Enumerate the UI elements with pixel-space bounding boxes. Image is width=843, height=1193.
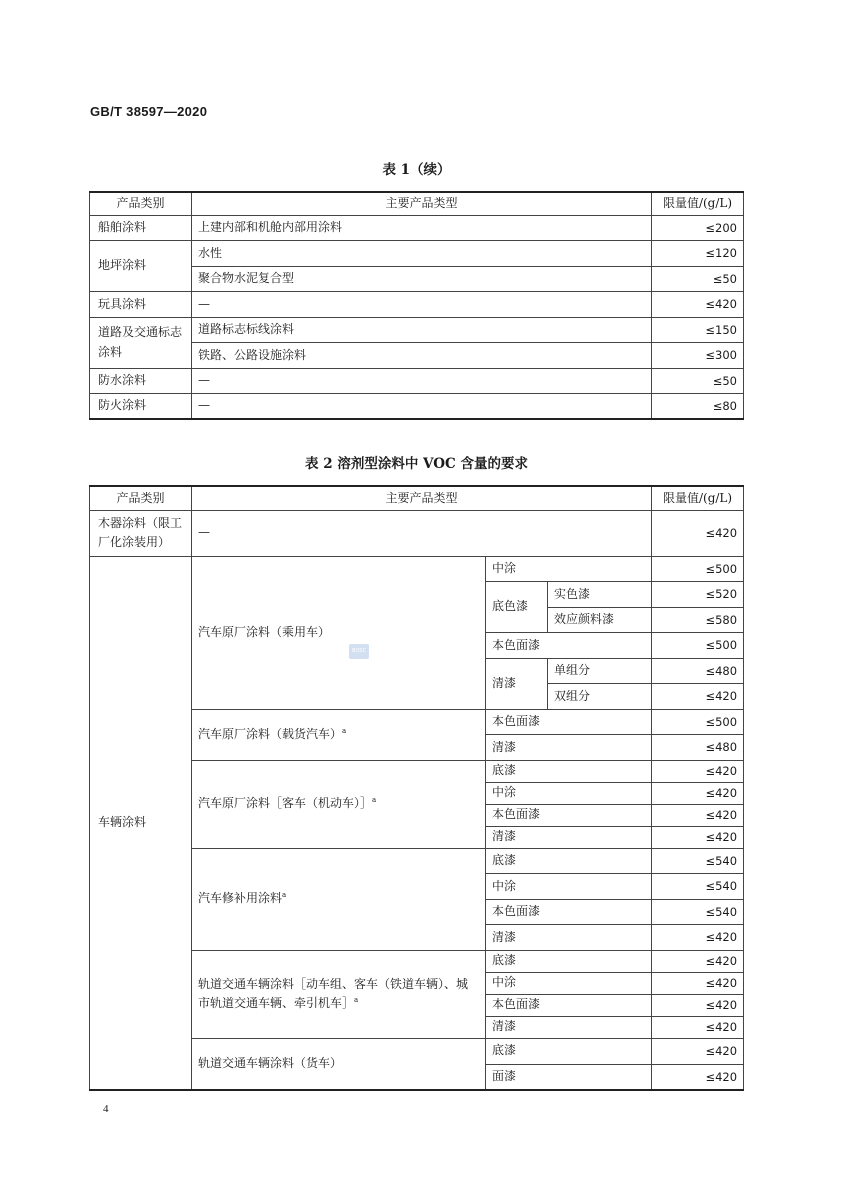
category-cell: 车辆涂料	[90, 556, 192, 1090]
limit-value-cell: ≤520	[652, 582, 744, 608]
table1	[89, 191, 744, 420]
coat-type-cell: 本色面漆	[486, 994, 652, 1016]
subcategory-label: 汽车原厂涂料（载货汽车）	[198, 726, 343, 741]
coat-subtype-cell: 单组分	[548, 658, 652, 684]
coat-type-cell: 中涂	[486, 782, 652, 804]
header-main-product-type: 主要产品类型	[192, 486, 652, 510]
coat-type-cell: 中涂	[486, 556, 652, 582]
coat-type-cell: 清漆	[486, 1016, 652, 1038]
limit-value-cell: ≤580	[652, 607, 744, 633]
page-number: 4	[103, 1103, 109, 1115]
subcategory-label: 汽车修补用涂料	[198, 891, 283, 906]
table-row	[90, 556, 744, 582]
limit-value-cell: ≤420	[652, 1064, 744, 1090]
product-type-cell: —	[192, 510, 652, 556]
coat-type-cell: 本色面漆	[486, 804, 652, 826]
coat-type-cell: 底色漆	[486, 582, 548, 633]
limit-value-cell: ≤500	[652, 556, 744, 582]
category-cell: 木器涂料（限工厂化涂装用）	[90, 510, 192, 556]
subcategory-cell	[192, 848, 486, 950]
coat-subtype-cell: 实色漆	[548, 582, 652, 608]
limit-value-cell: ≤420	[652, 1016, 744, 1038]
limit-value-cell: ≤540	[652, 899, 744, 925]
coat-subtype-cell: 效应颜料漆	[548, 607, 652, 633]
header-limit-value: 限量值/(g/L)	[652, 486, 744, 510]
footnote-mark: a	[372, 796, 377, 805]
limit-value-cell: ≤420	[652, 684, 744, 710]
table2	[89, 485, 744, 1091]
limit-value-cell: ≤50	[652, 266, 744, 292]
table-row	[90, 215, 744, 241]
limit-value-cell: ≤480	[652, 658, 744, 684]
coat-subtype-cell: 双组分	[548, 684, 652, 710]
coat-type-cell: 底漆	[486, 760, 652, 782]
subcategory-cell	[192, 760, 486, 848]
limit-value-cell: ≤480	[652, 735, 744, 761]
limit-value-cell: ≤420	[652, 994, 744, 1016]
coat-type-cell: 本色面漆	[486, 633, 652, 659]
limit-value-cell: ≤540	[652, 848, 744, 874]
coat-type-cell: 中涂	[486, 874, 652, 900]
table1-header-row	[90, 192, 744, 215]
product-type-cell: 上建内部和机舱内部用涂料	[192, 215, 652, 241]
product-type-cell: 聚合物水泥复合型	[192, 266, 652, 292]
coat-type-cell: 本色面漆	[486, 899, 652, 925]
category-cell: 防火涂料	[90, 394, 192, 420]
limit-value-cell: ≤300	[652, 343, 744, 369]
product-type-cell: 水性	[192, 241, 652, 267]
footnote-mark: a	[282, 891, 287, 900]
product-type-cell: —	[192, 394, 652, 420]
limit-value-cell: ≤80	[652, 394, 744, 420]
coat-type-cell: 清漆	[486, 925, 652, 951]
subcategory-label: 轨道交通车辆涂料（货车）	[198, 1056, 343, 1071]
limit-value-cell: ≤420	[652, 1038, 744, 1064]
watermark-logo	[349, 644, 369, 659]
coat-type-cell: 底漆	[486, 950, 652, 972]
header-main-product-type: 主要产品类型	[192, 192, 652, 215]
table-row	[90, 368, 744, 394]
subcategory-cell	[192, 556, 486, 709]
coat-type-cell: 清漆	[486, 826, 652, 848]
coat-type-cell: 本色面漆	[486, 709, 652, 735]
limit-value-cell: ≤420	[652, 510, 744, 556]
standard-code: GB/T 38597—2020	[90, 104, 208, 119]
limit-value-cell: ≤420	[652, 782, 744, 804]
limit-value-cell: ≤420	[652, 292, 744, 318]
coat-type-cell: 面漆	[486, 1064, 652, 1090]
limit-value-cell: ≤500	[652, 633, 744, 659]
category-cell: 道路及交通标志涂料	[90, 317, 192, 368]
subcategory-cell	[192, 1038, 486, 1090]
footnote-mark: a	[342, 726, 347, 735]
table-row	[90, 394, 744, 420]
header-product-category: 产品类别	[90, 192, 192, 215]
category-cell: 地坪涂料	[90, 241, 192, 292]
subcategory-label: 汽车原厂涂料［客车（机动车）］	[198, 796, 373, 811]
coat-type-cell: 清漆	[486, 658, 548, 709]
category-cell: 防水涂料	[90, 368, 192, 394]
subcategory-cell	[192, 709, 486, 760]
watermark-text: BOSC	[352, 648, 366, 654]
limit-value-cell: ≤420	[652, 826, 744, 848]
header-product-category: 产品类别	[90, 486, 192, 510]
product-type-cell: —	[192, 368, 652, 394]
limit-value-cell: ≤200	[652, 215, 744, 241]
limit-value-cell: ≤420	[652, 760, 744, 782]
coat-type-cell: 清漆	[486, 735, 652, 761]
header-limit-value: 限量值/(g/L)	[652, 192, 744, 215]
limit-value-cell: ≤420	[652, 972, 744, 994]
subcategory-label: 轨道交通车辆涂料［动车组、客车（铁道车辆）、城市轨道交通车辆、牵引机车］	[198, 976, 469, 1010]
table2-caption: 表 2 溶剂型涂料中 VOC 含量的要求	[305, 456, 528, 472]
limit-value-cell: ≤420	[652, 804, 744, 826]
table1-caption: 表 1（续）	[382, 162, 451, 178]
limit-value-cell: ≤50	[652, 368, 744, 394]
coat-type-cell: 中涂	[486, 972, 652, 994]
limit-value-cell: ≤500	[652, 709, 744, 735]
table-row	[90, 510, 744, 556]
limit-value-cell: ≤540	[652, 874, 744, 900]
product-type-cell: —	[192, 292, 652, 318]
category-cell: 玩具涂料	[90, 292, 192, 318]
coat-type-cell: 底漆	[486, 1038, 652, 1064]
limit-value-cell: ≤120	[652, 241, 744, 267]
subcategory-cell	[192, 950, 486, 1038]
product-type-cell: 道路标志标线涂料	[192, 317, 652, 343]
table-row	[90, 292, 744, 318]
footnote-mark: a	[354, 996, 359, 1004]
limit-value-cell: ≤420	[652, 950, 744, 972]
product-type-cell: 铁路、公路设施涂料	[192, 343, 652, 369]
subcategory-label: 汽车原厂涂料（乘用车）	[198, 624, 331, 639]
table-row	[90, 241, 744, 267]
category-cell: 船舶涂料	[90, 215, 192, 241]
table-row	[90, 317, 744, 343]
coat-type-cell: 底漆	[486, 848, 652, 874]
limit-value-cell: ≤420	[652, 925, 744, 951]
limit-value-cell: ≤150	[652, 317, 744, 343]
table2-header-row	[90, 486, 744, 510]
